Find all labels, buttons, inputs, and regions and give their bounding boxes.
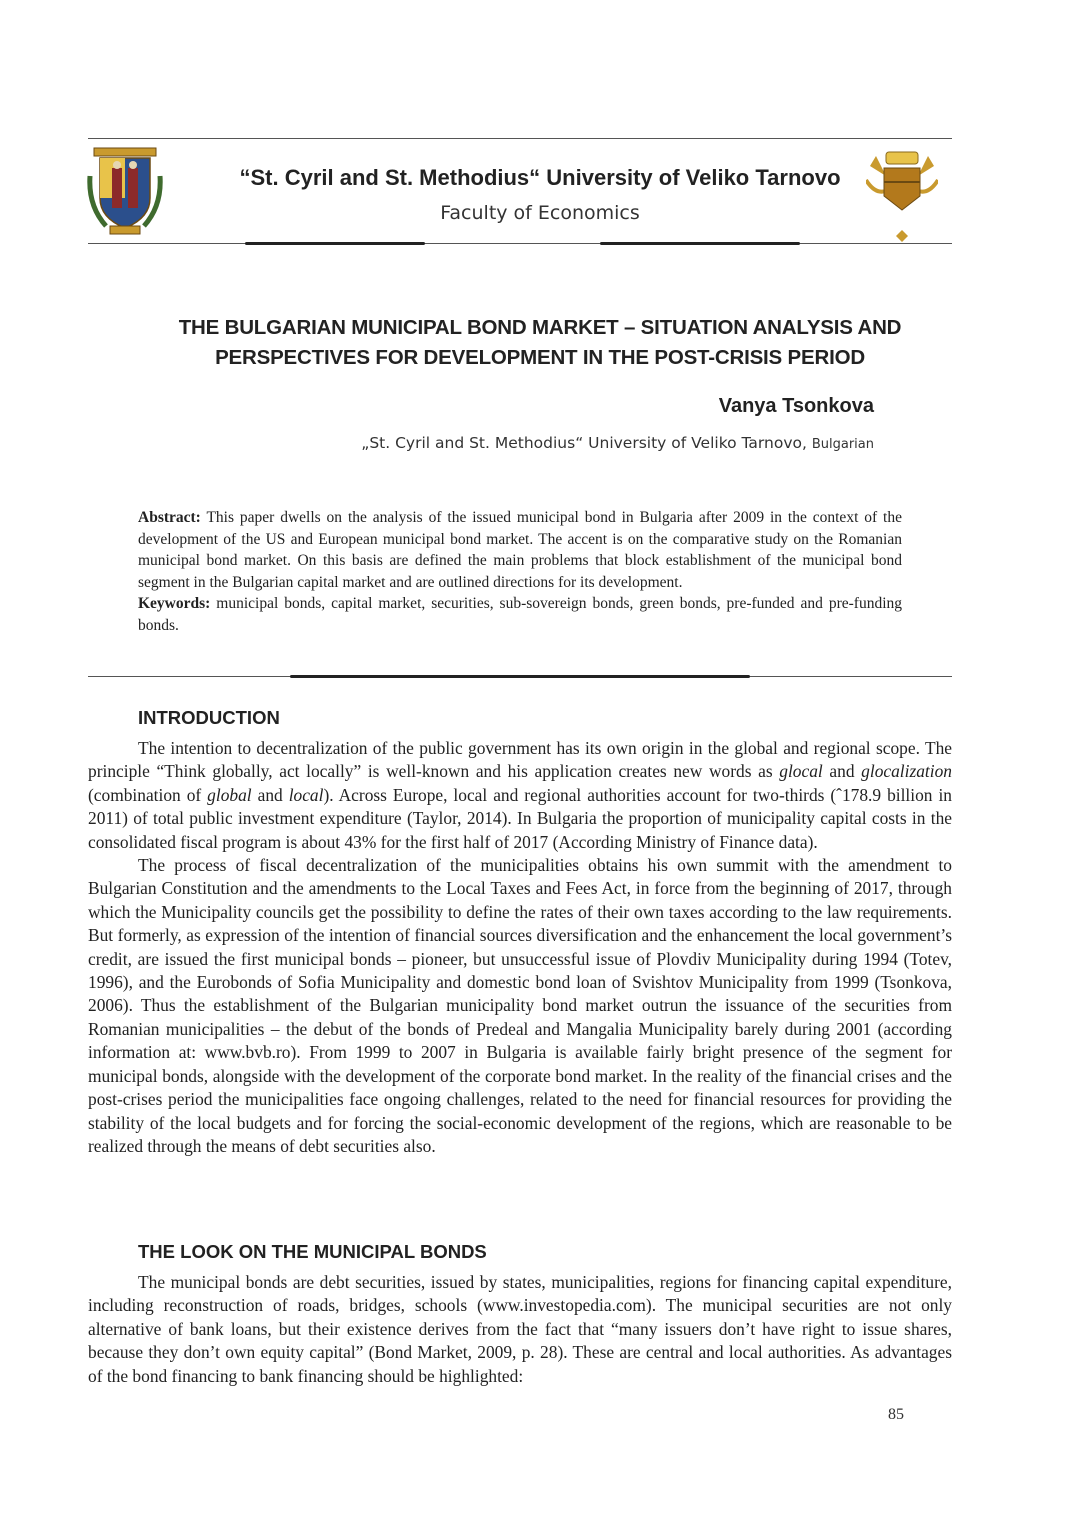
intro-term-global: global (207, 784, 252, 805)
paper-title (120, 313, 960, 373)
introduction-body (88, 737, 952, 1158)
intro-term-glocalization: glocalization (861, 761, 952, 782)
paper-title-line2: PERSPECTIVES FOR DEVELOPMENT IN THE POST-CRISIS PERIOD (215, 346, 865, 369)
author-affiliation (361, 434, 874, 452)
keywords-paragraph (138, 593, 902, 636)
page-number: 85 (888, 1406, 904, 1423)
intro-p1-part-b: (combination of (88, 784, 208, 805)
introduction-heading: INTRODUCTION (138, 707, 280, 728)
introduction-paragraph-1 (88, 737, 952, 854)
abstract-text: This paper dwells on the analysis of the issued municipal bond in Bulgaria after 2009 in the context of the development of the US and European municipal bond market. The accent is on the comparative study on the Romanian municipal bond market. On this basis are defined the main problems that block establishment of the municipal bond segment in the Bulgarian capital market and are outlined directions for its development. (138, 509, 902, 591)
municipal-bonds-heading: THE LOOK ON THE MUNICIPAL BONDS (138, 1241, 487, 1262)
affiliation-country: Bulgarian (811, 437, 874, 452)
municipal-bonds-paragraph-1: The municipal bonds are debt securities, issued by states, municipalities, regions for financing capital expenditure, including reconstruction of roads, bridges, schools (www.investopedia.com). The municipal securities are not only alternative of bank loans, but their existence derives from the fact that “many issuers don’t have right to issue shares, because they don’t own equity capital” (Bond Market, 2009, p. 28). These are central and local authorities. As advantages of the bond financing to bank financing should be highlighted: (88, 1272, 952, 1386)
abstract-block (138, 507, 902, 636)
intro-p1-part-c: ). Across Europe, local and regional authorities account for two-thirds (ˆ178.9 billion in 2011) of total public investment expenditure (Taylor, 2014). In Bulgaria the proportion of municipality capital costs in the consolidated fiscal program is about 43% for the first half of 2017 (According Ministry of Finance data). (88, 784, 952, 852)
header-accent-bar-right (600, 242, 800, 245)
author-name: Vanya Tsonkova (718, 395, 874, 417)
header-bottom-rule (88, 243, 952, 244)
economics-faculty-emblem-icon (866, 146, 938, 244)
abstract-accent-bar (290, 675, 750, 678)
intro-p1-and-1: and (822, 761, 862, 782)
intro-term-glocal: glocal (779, 761, 823, 782)
abstract-paragraph (138, 507, 902, 593)
university-name: “St. Cyril and St. Methodius“ University of Veliko Tarnovo (239, 165, 841, 190)
header-top-rule (88, 138, 952, 139)
keywords-label: Keywords: (138, 595, 211, 612)
affiliation-main: „St. Cyril and St. Methodius“ University of Veliko Tarnovo, (361, 434, 812, 452)
intro-p1-part-a: The intention to decentralization of the public government has its own origin in the global and regional scope. The principle “Think globally, act locally” is well-known and his application creates new words as (88, 738, 952, 782)
intro-p1-and-2: and (251, 784, 289, 805)
faculty-name: Faculty of Economics (440, 202, 640, 224)
university-crest-icon (86, 146, 164, 238)
intro-term-local: local (288, 784, 324, 805)
header-accent-bar-left (245, 242, 425, 245)
abstract-label: Abstract: (138, 509, 201, 526)
paper-title-line1: THE BULGARIAN MUNICIPAL BOND MARKET – SITUATION ANALYSIS AND (178, 316, 902, 339)
introduction-paragraph-2: The process of fiscal decentralization of the municipalities obtains his own summit with the amendment to Bulgarian Constitution and the amendments to the Local Taxes and Fees Act, in force from the beginning of 2017, through which the Municipality councils get the possibility to define the rates of their own taxes according to the law requirements. But formerly, as expression of the intention of financial sources diversification and the enhancement the local government’s credit, are issued the first municipal bonds – pioneer, but unsuccessful issue of Plovdiv Municipality during 1994 (Totev, 1996), and the Eurobonds of Sofia Municipality and domestic bond loan of Svishtov Municipality from 1999 (Tsonkova, 2006). Thus the establishment of the Bulgarian municipality bond market outrun the issuance of the securities from Romanian municipalities – the debut of the bonds of Predeal and Mangalia Municipality barely during 2001 (according information at: www.bvb.ro). From 1999 to 2007 in Bulgaria is available fairly bright presence of the segment for municipal bonds, alongside with the development of the corporate bond market. In the reality of the financial crises and the post-crises period the municipalities face ongoing challenges, related to the need for financial resources for providing the stability of the local budgets and for forcing the social-economic development of the regions, which are reasonable to be realized through the means of debt securities also. (88, 855, 952, 1156)
keywords-text: municipal bonds, capital market, securities, sub-sovereign bonds, green bonds, pre-funded and pre-funding bonds. (138, 595, 902, 634)
municipal-bonds-body (88, 1271, 952, 1388)
